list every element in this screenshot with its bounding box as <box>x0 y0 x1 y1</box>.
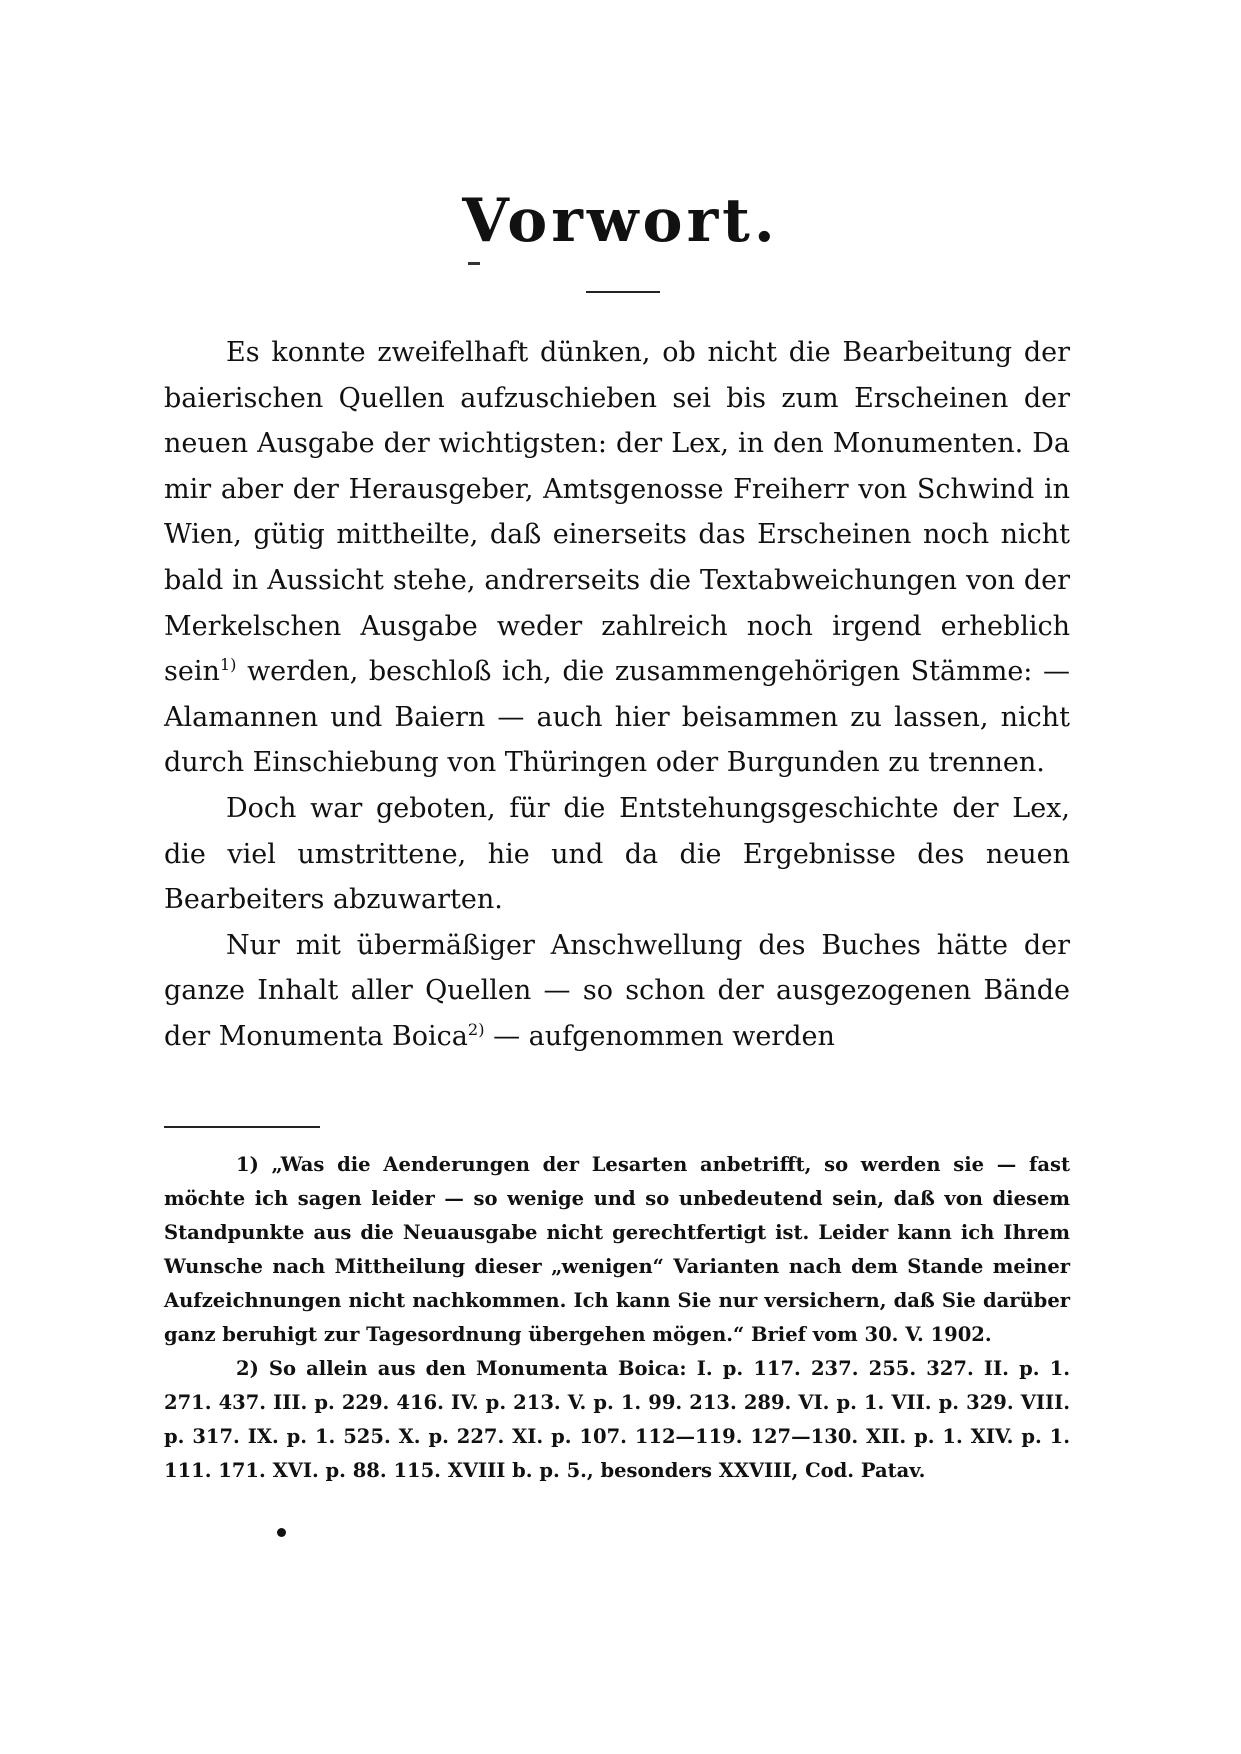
paragraph-1-text: Es konnte zweifelhaft dünken, ob nicht die Bearbeitung der baierischen Quellen aufzuschieben sei bis zum Erscheinen der neuen Ausgabe der wichtigsten: der Lex, in den Monumenten. Da mir aber der Herausgeber, Amtsgenosse Freiherr von Schwind in Wien, gütig mittheilte, daß einerseits das Erscheinen noch nicht bald in Aussicht stehe, andrerseits die Textabweichungen von der Merkelschen Ausgabe weder zahlreich noch irgend erheblich sein <box>164 337 1070 688</box>
paragraph-3-text: Nur mit übermäßiger Anschwellung des Buches hätte der ganze Inhalt aller Quellen — so schon der ausgezogenen Bände der Monumenta Boica <box>164 929 1070 1052</box>
footnotes <box>164 1148 1070 1488</box>
stray-mark <box>468 262 480 265</box>
footnote-ref-1: 1) <box>219 655 237 675</box>
body-text <box>164 330 1070 1060</box>
paragraph-2: Doch war geboten, für die Entstehungsgeschichte der Lex, die viel umstrittene, hie und da die Ergebnisse des neuen Bearbeiters abzuwarten. <box>164 792 1070 916</box>
paragraph-3 <box>164 923 1070 1060</box>
title-rule <box>586 291 660 293</box>
footnote-1: 1) „Was die Aenderungen der Lesarten anbetrifft, so werden sie — fast möchte ich sagen leider — so wenige und so unbedeutend sein, daß von diesem Standpunkte aus die Neuausgabe nicht gerechtfertigt ist. Leider kann ich Ihrem Wunsche nach Mittheilung dieser „wenigen“ Varianten nach dem Stande meiner Aufzeichnungen nicht nachkommen. Ich kann Sie nur versichern, daß Sie darüber ganz beruhigt zur Tagesordnung übergehen mögen.“ Brief vom 30. V. 1902. <box>164 1153 1070 1346</box>
paragraph-3-tail: — aufgenommen werden <box>484 1020 835 1052</box>
footnote-rule <box>164 1126 320 1128</box>
paragraph-1-tail: werden, beschloß ich, die zusammengehörigen Stämme: — Alamannen und Baiern — auch hier beisammen zu lassen, nicht durch Einschiebung von Thüringen oder Burgunden zu trennen. <box>164 656 1070 779</box>
page-mark-dot <box>277 1528 286 1537</box>
footnote-ref-2: 2) <box>467 1019 485 1039</box>
page-title: Vorwort. <box>462 186 779 256</box>
footnote-2: 2) So allein aus den Monumenta Boica: I. p. 117. 237. 255. 327. II. p. 1. 271. 437. III. p. 229. 416. IV. p. 213. V. p. 1. 99. 213. 289. VI. p. 1. VII. p. 329. VIII. p. 317. IX. p. 1. 525. X. p. 227. XI. p. 107. 112—119. 127—130. XII. p. 1. XIV. p. 1. 111. 171. XVI. p. 88. 115. XVIII b. p. 5., besonders XXVIII, Cod. Patav. <box>164 1357 1070 1482</box>
paragraph-1 <box>164 330 1070 786</box>
